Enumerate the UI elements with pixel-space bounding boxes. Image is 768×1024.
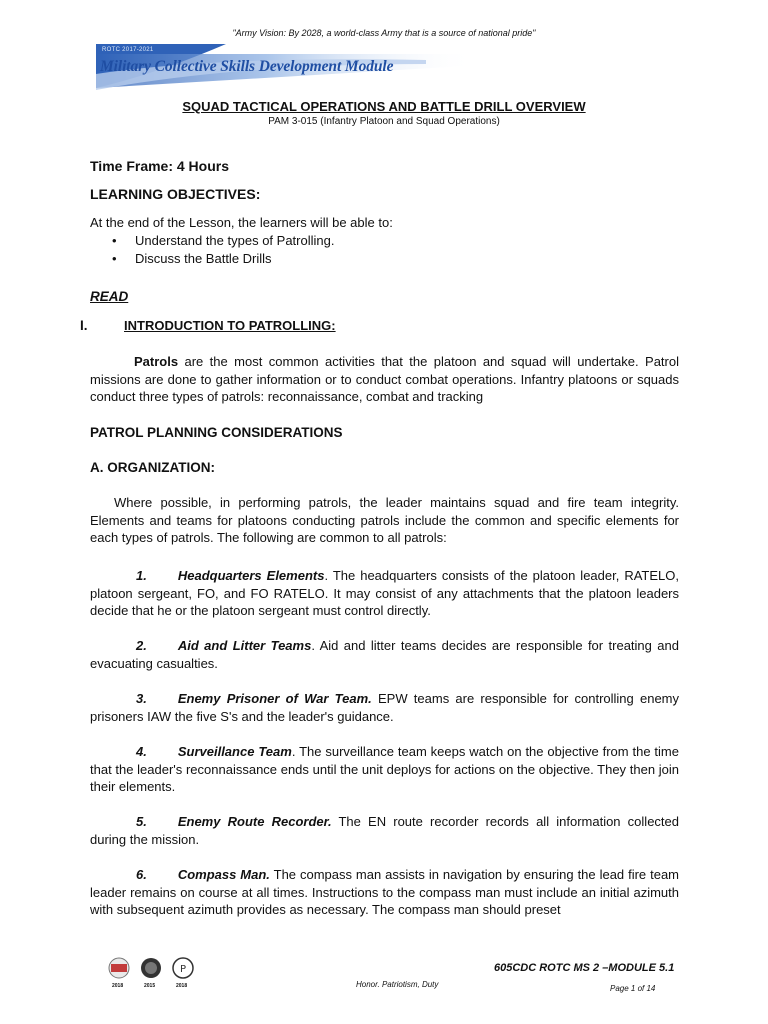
document-title: SQUAD TACTICAL OPERATIONS AND BATTLE DRILL OVERVIEW (182, 99, 586, 114)
banner-title: Military Collective Skills Development Module (100, 58, 394, 75)
svg-text:P: P (179, 964, 187, 975)
document-reference: PAM 3-015 (Infantry Platoon and Squad Operations) (268, 116, 500, 127)
list-item: • Understand the types of Patrolling. (112, 233, 335, 248)
bullet-icon: • (112, 233, 117, 248)
banner-code: ROTC 2017-2021 (102, 47, 154, 53)
section-number: I. (80, 318, 88, 333)
footer-module: 605CDC ROTC MS 2 –MODULE 5.1 (494, 962, 675, 974)
footer-honor: Honor. Patriotism, Duty (356, 980, 439, 989)
organization-paragraph: Where possible, in performing patrols, the leader maintains squad and fire team integrity. Elements and teams for platoons conducting patrols include the common and specific elements for each types of patrols. The following are common to all patrols: (90, 495, 679, 546)
planning-heading: PATROL PLANNING CONSIDERATIONS (90, 425, 343, 440)
item-compass-man: 6. Compass Man. The compass man assists in navigation by ensuring the lead fire team leader remains on course at all times. Instructions to the compass man must include an initial azimuth with subsequent azimuth provides as necessary. The compass man should preset (90, 867, 679, 918)
footer-logos (104, 955, 204, 993)
item-route-recorder: 5. Enemy Route Recorder. The EN route recorder records all information collected during the mission. (90, 814, 679, 847)
organization-heading: A. ORGANIZATION: (90, 460, 215, 475)
army-vision-quote: "Army Vision: By 2028, a world-class Army that is a source of national pride" (232, 28, 536, 38)
read-label: READ (90, 289, 129, 304)
objectives-list (90, 232, 679, 268)
item-epw-team: 3. Enemy Prisoner of War Team. EPW teams are responsible for controlling enemy prisoners IAW the five S's and the leader's guidance. (90, 691, 679, 724)
item-headquarters: 1. Headquarters Elements. The headquarters consists of the platoon leader, RATELO, platoon sergeant, FO, and FO RATELO. It may consist of any attachments that the platoon leaders decide that he or the platoon sergeant must control directly. (90, 568, 679, 619)
time-frame-label: Time Frame: 4 Hours (90, 158, 230, 174)
item-aid-litter: 2. Aid and Litter Teams. Aid and litter teams decides are responsible for treating and evacuating casualties. (90, 638, 679, 671)
patrols-term: Patrols (134, 354, 179, 369)
bullet-icon: • (112, 251, 117, 266)
item-surveillance: 4. Surveillance Team. The surveillance team keeps watch on the objective from the time that the leader's reconnaissance ends until the unit deploys for actions on the objective. They then join their elements. (90, 744, 679, 795)
logo-year: 2018 (112, 983, 124, 989)
patrols-paragraph: Patrols are the most common activities that the platoon and squad will undertake. Patrol missions are done to gather information or to conduct combat operations. Infantry platoons or squads conduct three types of patrols: reconnaissance, combat and tracking (90, 354, 679, 405)
logo-year: 2015 (144, 983, 156, 989)
logo-year: 2018 (176, 983, 188, 989)
page-number: Page 1 of 14 (610, 984, 656, 993)
section-title: INTRODUCTION TO PATROLLING: (124, 318, 336, 333)
objectives-heading: LEARNING OBJECTIVES: (90, 186, 261, 202)
time-frame (90, 158, 679, 176)
list-item: • Discuss the Battle Drills (112, 251, 272, 266)
objectives-intro: At the end of the Lesson, the learners will be able to: (90, 215, 393, 230)
read-label-row (90, 288, 679, 306)
